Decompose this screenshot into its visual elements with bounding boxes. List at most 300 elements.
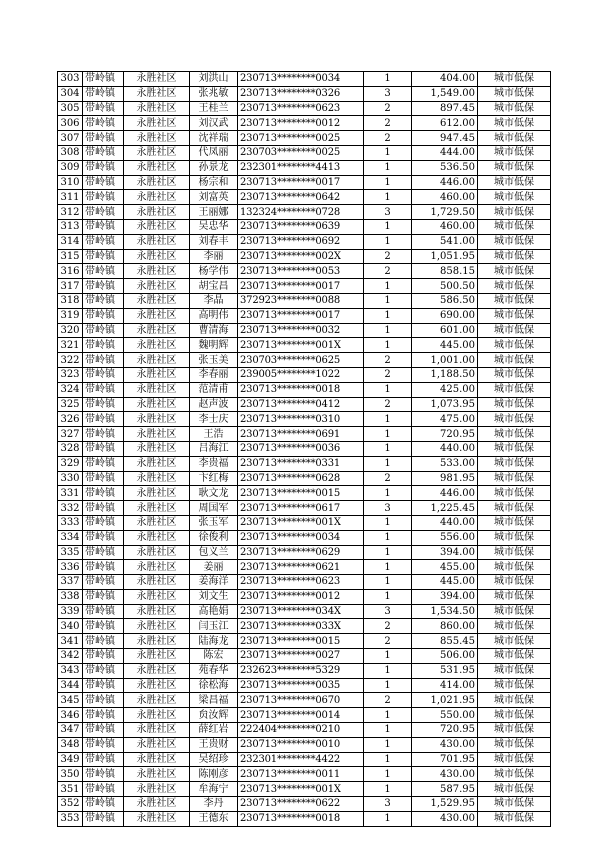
- household-count-cell: 1: [364, 72, 412, 87]
- household-count-cell: 2: [364, 367, 412, 382]
- table-row: [58, 219, 551, 234]
- id-number-cell: 230713********0639: [238, 219, 364, 234]
- row-number: 305: [58, 101, 83, 116]
- assistance-type-cell: 城市低保: [478, 678, 551, 693]
- table-row: [58, 530, 551, 545]
- amount-cell: 601.00: [412, 323, 478, 338]
- row-number: 333: [58, 515, 83, 530]
- household-count-cell: 1: [364, 560, 412, 575]
- table-row: [58, 589, 551, 604]
- name-cell: 李丽: [190, 249, 238, 264]
- community-cell: 永胜社区: [124, 427, 190, 442]
- table-row: [58, 693, 551, 708]
- town-cell: 带岭镇: [83, 723, 124, 738]
- town-cell: 带岭镇: [83, 811, 124, 826]
- id-number-cell: 230713********0621: [238, 560, 364, 575]
- table-row: [58, 72, 551, 87]
- household-count-cell: 1: [364, 441, 412, 456]
- id-number-cell: 230713********0692: [238, 234, 364, 249]
- row-number: 327: [58, 427, 83, 442]
- community-cell: 永胜社区: [124, 116, 190, 131]
- row-number: 339: [58, 604, 83, 619]
- table-row: [58, 382, 551, 397]
- community-cell: 永胜社区: [124, 279, 190, 294]
- row-number: 312: [58, 205, 83, 220]
- assistance-type-cell: 城市低保: [478, 205, 551, 220]
- name-cell: 卞红梅: [190, 471, 238, 486]
- community-cell: 永胜社区: [124, 353, 190, 368]
- household-count-cell: 1: [364, 589, 412, 604]
- table-row: [58, 545, 551, 560]
- community-cell: 永胜社区: [124, 86, 190, 101]
- id-number-cell: 230713********0018: [238, 811, 364, 826]
- row-number: 303: [58, 72, 83, 87]
- assistance-type-cell: 城市低保: [478, 811, 551, 826]
- name-cell: 李贵福: [190, 456, 238, 471]
- name-cell: 刘文生: [190, 589, 238, 604]
- id-number-cell: 230713********001X: [238, 338, 364, 353]
- name-cell: 陈宏: [190, 649, 238, 664]
- assistance-type-cell: 城市低保: [478, 249, 551, 264]
- id-number-cell: 230713********0617: [238, 501, 364, 516]
- id-number-cell: 230713********0628: [238, 471, 364, 486]
- household-count-cell: 1: [364, 160, 412, 175]
- amount-cell: 536.50: [412, 160, 478, 175]
- amount-cell: 701.95: [412, 752, 478, 767]
- amount-cell: 720.95: [412, 723, 478, 738]
- id-number-cell: 230713********0032: [238, 323, 364, 338]
- amount-cell: 720.95: [412, 427, 478, 442]
- town-cell: 带岭镇: [83, 116, 124, 131]
- household-count-cell: 1: [364, 486, 412, 501]
- assistance-type-cell: 城市低保: [478, 486, 551, 501]
- assistance-type-cell: 城市低保: [478, 545, 551, 560]
- assistance-type-cell: 城市低保: [478, 693, 551, 708]
- name-cell: 张玉美: [190, 353, 238, 368]
- name-cell: 姜海洋: [190, 575, 238, 590]
- town-cell: 带岭镇: [83, 293, 124, 308]
- household-count-cell: 2: [364, 471, 412, 486]
- id-number-cell: 230713********0326: [238, 86, 364, 101]
- name-cell: 薛红岩: [190, 723, 238, 738]
- town-cell: 带岭镇: [83, 545, 124, 560]
- household-count-cell: 2: [364, 693, 412, 708]
- household-count-cell: 1: [364, 190, 412, 205]
- table-row: [58, 353, 551, 368]
- community-cell: 永胜社区: [124, 190, 190, 205]
- row-number: 351: [58, 782, 83, 797]
- name-cell: 范清甫: [190, 382, 238, 397]
- assistance-type-cell: 城市低保: [478, 190, 551, 205]
- id-number-cell: 230713********0629: [238, 545, 364, 560]
- table-row: [58, 397, 551, 412]
- community-cell: 永胜社区: [124, 501, 190, 516]
- row-number: 344: [58, 678, 83, 693]
- town-cell: 带岭镇: [83, 382, 124, 397]
- amount-cell: 612.00: [412, 116, 478, 131]
- id-number-cell: 372923********0088: [238, 293, 364, 308]
- amount-cell: 394.00: [412, 545, 478, 560]
- amount-cell: 430.00: [412, 737, 478, 752]
- community-cell: 永胜社区: [124, 782, 190, 797]
- household-count-cell: 1: [364, 279, 412, 294]
- household-count-cell: 1: [364, 412, 412, 427]
- town-cell: 带岭镇: [83, 308, 124, 323]
- assistance-type-cell: 城市低保: [478, 515, 551, 530]
- id-number-cell: 230713********0691: [238, 427, 364, 442]
- row-number: 324: [58, 382, 83, 397]
- household-count-cell: 2: [364, 397, 412, 412]
- town-cell: 带岭镇: [83, 752, 124, 767]
- name-cell: 魏明辉: [190, 338, 238, 353]
- table-row: [58, 752, 551, 767]
- town-cell: 带岭镇: [83, 663, 124, 678]
- community-cell: 永胜社区: [124, 545, 190, 560]
- id-number-cell: 230703********0025: [238, 145, 364, 160]
- name-cell: 李晶: [190, 293, 238, 308]
- amount-cell: 1,549.00: [412, 86, 478, 101]
- table-row: [58, 86, 551, 101]
- table-row: [58, 737, 551, 752]
- amount-cell: 445.00: [412, 338, 478, 353]
- name-cell: 孙景龙: [190, 160, 238, 175]
- community-cell: 永胜社区: [124, 737, 190, 752]
- row-number: 340: [58, 619, 83, 634]
- amount-cell: 414.00: [412, 678, 478, 693]
- table-row: [58, 264, 551, 279]
- household-count-cell: 2: [364, 619, 412, 634]
- id-number-cell: 239005********1022: [238, 367, 364, 382]
- row-number: 353: [58, 811, 83, 826]
- name-cell: 陆海龙: [190, 634, 238, 649]
- household-count-cell: 1: [364, 782, 412, 797]
- assistance-type-cell: 城市低保: [478, 308, 551, 323]
- id-number-cell: 230713********0623: [238, 575, 364, 590]
- row-number: 309: [58, 160, 83, 175]
- row-number: 322: [58, 353, 83, 368]
- household-count-cell: 1: [364, 752, 412, 767]
- household-count-cell: 2: [364, 634, 412, 649]
- id-number-cell: 222404********0210: [238, 723, 364, 738]
- household-count-cell: 1: [364, 234, 412, 249]
- household-count-cell: 1: [364, 308, 412, 323]
- row-number: 328: [58, 441, 83, 456]
- household-count-cell: 1: [364, 811, 412, 826]
- household-count-cell: 1: [364, 145, 412, 160]
- town-cell: 带岭镇: [83, 501, 124, 516]
- assistance-type-cell: 城市低保: [478, 471, 551, 486]
- row-number: 334: [58, 530, 83, 545]
- row-number: 348: [58, 737, 83, 752]
- id-number-cell: 230713********002X: [238, 249, 364, 264]
- name-cell: 刘富英: [190, 190, 238, 205]
- row-number: 346: [58, 708, 83, 723]
- amount-cell: 533.00: [412, 456, 478, 471]
- community-cell: 永胜社区: [124, 249, 190, 264]
- id-number-cell: 230713********0642: [238, 190, 364, 205]
- assistance-type-cell: 城市低保: [478, 663, 551, 678]
- row-number: 320: [58, 323, 83, 338]
- assistance-type-cell: 城市低保: [478, 264, 551, 279]
- row-number: 343: [58, 663, 83, 678]
- assistance-type-cell: 城市低保: [478, 382, 551, 397]
- name-cell: 高明伟: [190, 308, 238, 323]
- name-cell: 杨宗和: [190, 175, 238, 190]
- id-number-cell: 230713********0025: [238, 131, 364, 146]
- household-count-cell: 1: [364, 175, 412, 190]
- id-number-cell: 230713********0053: [238, 264, 364, 279]
- roster-table: [57, 71, 551, 827]
- id-number-cell: 230713********001X: [238, 782, 364, 797]
- id-number-cell: 230713********0014: [238, 708, 364, 723]
- table-row: [58, 575, 551, 590]
- table-row: [58, 782, 551, 797]
- table-row: [58, 456, 551, 471]
- row-number: 313: [58, 219, 83, 234]
- amount-cell: 445.00: [412, 575, 478, 590]
- table-row: [58, 649, 551, 664]
- amount-cell: 460.00: [412, 219, 478, 234]
- community-cell: 永胜社区: [124, 382, 190, 397]
- id-number-cell: 230713********0011: [238, 767, 364, 782]
- name-cell: 张兆敏: [190, 86, 238, 101]
- town-cell: 带岭镇: [83, 619, 124, 634]
- town-cell: 带岭镇: [83, 560, 124, 575]
- household-count-cell: 1: [364, 515, 412, 530]
- town-cell: 带岭镇: [83, 589, 124, 604]
- town-cell: 带岭镇: [83, 412, 124, 427]
- id-number-cell: 230703********0625: [238, 353, 364, 368]
- amount-cell: 1,001.00: [412, 353, 478, 368]
- id-number-cell: 230713********0010: [238, 737, 364, 752]
- town-cell: 带岭镇: [83, 471, 124, 486]
- assistance-type-cell: 城市低保: [478, 131, 551, 146]
- table-row: [58, 160, 551, 175]
- row-number: 304: [58, 86, 83, 101]
- table-row: [58, 708, 551, 723]
- row-number: 311: [58, 190, 83, 205]
- row-number: 308: [58, 145, 83, 160]
- community-cell: 永胜社区: [124, 575, 190, 590]
- table-row: [58, 811, 551, 826]
- town-cell: 带岭镇: [83, 264, 124, 279]
- household-count-cell: 2: [364, 264, 412, 279]
- household-count-cell: 1: [364, 678, 412, 693]
- id-number-cell: 230713********0027: [238, 649, 364, 664]
- assistance-type-cell: 城市低保: [478, 530, 551, 545]
- amount-cell: 506.00: [412, 649, 478, 664]
- table-row: [58, 797, 551, 812]
- assistance-type-cell: 城市低保: [478, 412, 551, 427]
- amount-cell: 1,729.50: [412, 205, 478, 220]
- household-count-cell: 3: [364, 205, 412, 220]
- row-number: 315: [58, 249, 83, 264]
- amount-cell: 446.00: [412, 486, 478, 501]
- town-cell: 带岭镇: [83, 249, 124, 264]
- household-count-cell: 1: [364, 575, 412, 590]
- amount-cell: 425.00: [412, 382, 478, 397]
- table-row: [58, 678, 551, 693]
- row-number: 323: [58, 367, 83, 382]
- assistance-type-cell: 城市低保: [478, 604, 551, 619]
- name-cell: 沈祥瑞: [190, 131, 238, 146]
- town-cell: 带岭镇: [83, 353, 124, 368]
- amount-cell: 1,534.50: [412, 604, 478, 619]
- town-cell: 带岭镇: [83, 145, 124, 160]
- town-cell: 带岭镇: [83, 767, 124, 782]
- amount-cell: 690.00: [412, 308, 478, 323]
- community-cell: 永胜社区: [124, 678, 190, 693]
- name-cell: 王丽娜: [190, 205, 238, 220]
- household-count-cell: 1: [364, 737, 412, 752]
- household-count-cell: 2: [364, 101, 412, 116]
- table-row: [58, 486, 551, 501]
- household-count-cell: 1: [364, 293, 412, 308]
- community-cell: 永胜社区: [124, 663, 190, 678]
- name-cell: 李春丽: [190, 367, 238, 382]
- community-cell: 永胜社区: [124, 338, 190, 353]
- household-count-cell: 3: [364, 501, 412, 516]
- household-count-cell: 3: [364, 797, 412, 812]
- amount-cell: 404.00: [412, 72, 478, 87]
- name-cell: 苑春华: [190, 663, 238, 678]
- town-cell: 带岭镇: [83, 634, 124, 649]
- community-cell: 永胜社区: [124, 604, 190, 619]
- table-row: [58, 604, 551, 619]
- town-cell: 带岭镇: [83, 708, 124, 723]
- row-number: 316: [58, 264, 83, 279]
- amount-cell: 446.00: [412, 175, 478, 190]
- household-count-cell: 1: [364, 530, 412, 545]
- id-number-cell: 132324********0728: [238, 205, 364, 220]
- amount-cell: 475.00: [412, 412, 478, 427]
- id-number-cell: 230713********0670: [238, 693, 364, 708]
- assistance-type-cell: 城市低保: [478, 634, 551, 649]
- name-cell: 王浩: [190, 427, 238, 442]
- community-cell: 永胜社区: [124, 397, 190, 412]
- table-row: [58, 308, 551, 323]
- row-number: 338: [58, 589, 83, 604]
- community-cell: 永胜社区: [124, 634, 190, 649]
- amount-cell: 460.00: [412, 190, 478, 205]
- town-cell: 带岭镇: [83, 456, 124, 471]
- assistance-type-cell: 城市低保: [478, 723, 551, 738]
- amount-cell: 444.00: [412, 145, 478, 160]
- assistance-type-cell: 城市低保: [478, 619, 551, 634]
- town-cell: 带岭镇: [83, 782, 124, 797]
- row-number: 329: [58, 456, 83, 471]
- id-number-cell: 230713********0035: [238, 678, 364, 693]
- town-cell: 带岭镇: [83, 441, 124, 456]
- town-cell: 带岭镇: [83, 427, 124, 442]
- community-cell: 永胜社区: [124, 412, 190, 427]
- community-cell: 永胜社区: [124, 752, 190, 767]
- assistance-type-cell: 城市低保: [478, 501, 551, 516]
- household-count-cell: 1: [364, 723, 412, 738]
- town-cell: 带岭镇: [83, 693, 124, 708]
- assistance-type-cell: 城市低保: [478, 160, 551, 175]
- table-row: [58, 338, 551, 353]
- id-number-cell: 230713********0310: [238, 412, 364, 427]
- id-number-cell: 230713********0015: [238, 634, 364, 649]
- community-cell: 永胜社区: [124, 145, 190, 160]
- id-number-cell: 230713********033X: [238, 619, 364, 634]
- amount-cell: 855.45: [412, 634, 478, 649]
- community-cell: 永胜社区: [124, 441, 190, 456]
- table-row: [58, 293, 551, 308]
- amount-cell: 1,051.95: [412, 249, 478, 264]
- table-row: [58, 412, 551, 427]
- household-count-cell: 1: [364, 323, 412, 338]
- community-cell: 永胜社区: [124, 486, 190, 501]
- row-number: 347: [58, 723, 83, 738]
- town-cell: 带岭镇: [83, 797, 124, 812]
- assistance-type-cell: 城市低保: [478, 72, 551, 87]
- community-cell: 永胜社区: [124, 234, 190, 249]
- assistance-type-cell: 城市低保: [478, 589, 551, 604]
- id-number-cell: 230713********0036: [238, 441, 364, 456]
- row-number: 342: [58, 649, 83, 664]
- town-cell: 带岭镇: [83, 649, 124, 664]
- assistance-type-cell: 城市低保: [478, 101, 551, 116]
- household-count-cell: 1: [364, 649, 412, 664]
- community-cell: 永胜社区: [124, 219, 190, 234]
- town-cell: 带岭镇: [83, 367, 124, 382]
- name-cell: 刘洪山: [190, 72, 238, 87]
- name-cell: 代凤丽: [190, 145, 238, 160]
- household-count-cell: 3: [364, 604, 412, 619]
- table-row: [58, 427, 551, 442]
- row-number: 331: [58, 486, 83, 501]
- community-cell: 永胜社区: [124, 175, 190, 190]
- town-cell: 带岭镇: [83, 279, 124, 294]
- amount-cell: 455.00: [412, 560, 478, 575]
- name-cell: 徐俊利: [190, 530, 238, 545]
- row-number: 310: [58, 175, 83, 190]
- table-row: [58, 767, 551, 782]
- id-number-cell: 230713********0017: [238, 175, 364, 190]
- community-cell: 永胜社区: [124, 708, 190, 723]
- name-cell: 梁昌福: [190, 693, 238, 708]
- id-number-cell: 230713********0034: [238, 72, 364, 87]
- community-cell: 永胜社区: [124, 456, 190, 471]
- town-cell: 带岭镇: [83, 515, 124, 530]
- assistance-type-cell: 城市低保: [478, 397, 551, 412]
- household-count-cell: 2: [364, 353, 412, 368]
- assistance-type-cell: 城市低保: [478, 737, 551, 752]
- row-number: 318: [58, 293, 83, 308]
- row-number: 337: [58, 575, 83, 590]
- town-cell: 带岭镇: [83, 530, 124, 545]
- assistance-type-cell: 城市低保: [478, 145, 551, 160]
- row-number: 325: [58, 397, 83, 412]
- amount-cell: 440.00: [412, 441, 478, 456]
- community-cell: 永胜社区: [124, 471, 190, 486]
- amount-cell: 430.00: [412, 767, 478, 782]
- id-number-cell: 230713********0331: [238, 456, 364, 471]
- amount-cell: 550.00: [412, 708, 478, 723]
- town-cell: 带岭镇: [83, 575, 124, 590]
- town-cell: 带岭镇: [83, 234, 124, 249]
- amount-cell: 897.45: [412, 101, 478, 116]
- name-cell: 陈刚彦: [190, 767, 238, 782]
- community-cell: 永胜社区: [124, 560, 190, 575]
- row-number: 335: [58, 545, 83, 560]
- town-cell: 带岭镇: [83, 101, 124, 116]
- table-row: [58, 234, 551, 249]
- community-cell: 永胜社区: [124, 131, 190, 146]
- assistance-type-cell: 城市低保: [478, 441, 551, 456]
